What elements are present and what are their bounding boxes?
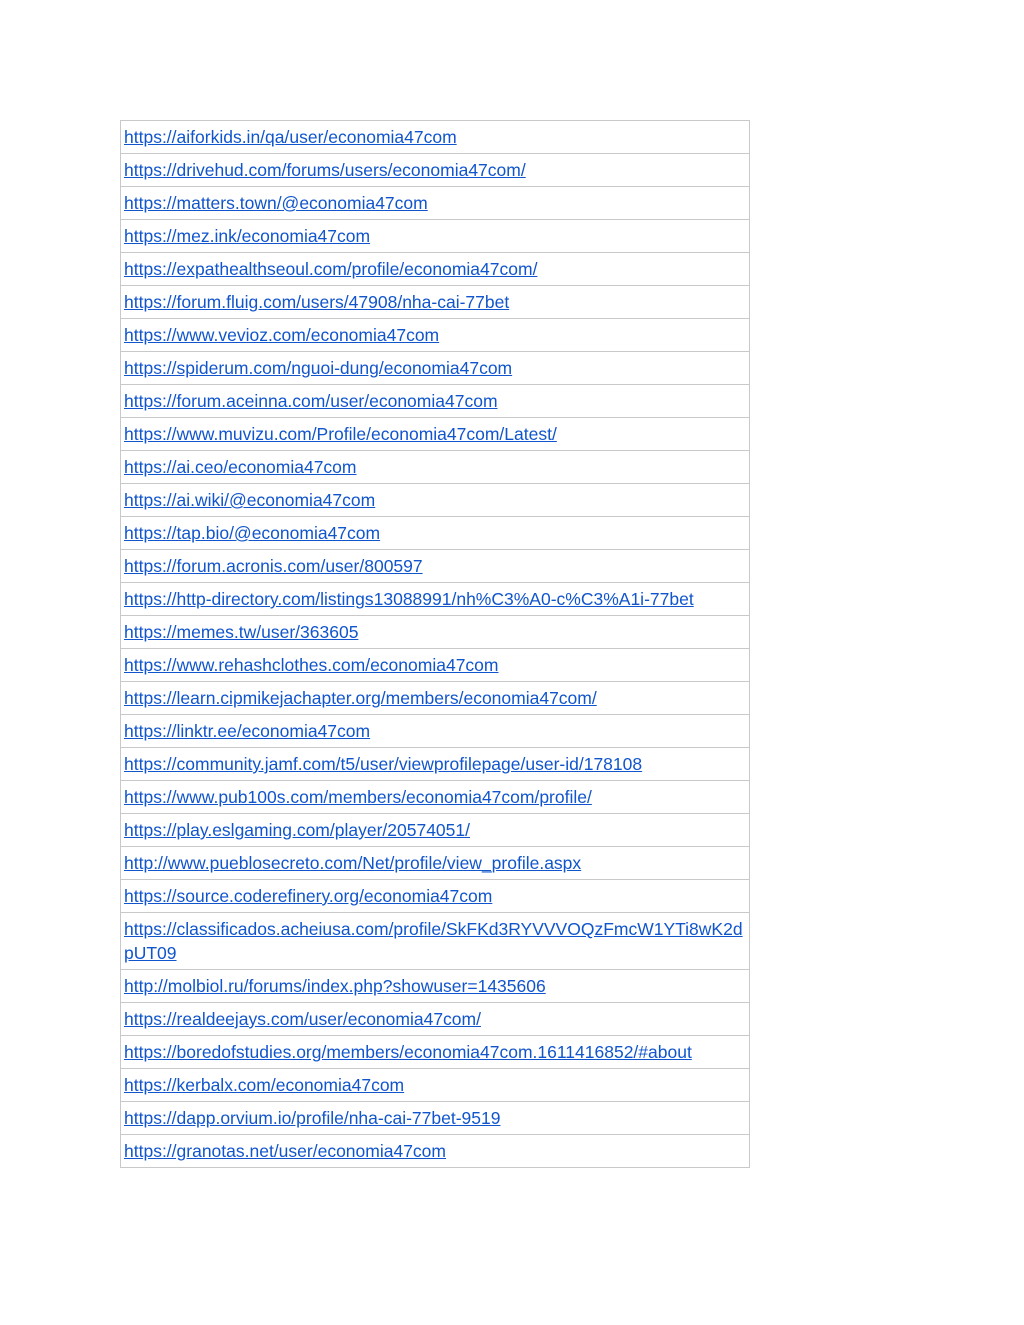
- table-cell: [121, 814, 750, 847]
- table-cell: [121, 781, 750, 814]
- table-row: [121, 187, 750, 220]
- table-row: [121, 970, 750, 1003]
- table-row: [121, 682, 750, 715]
- profile-link[interactable]: https://granotas.net/user/economia47com: [124, 1141, 446, 1161]
- table-row: [121, 1135, 750, 1168]
- profile-link[interactable]: https://forum.aceinna.com/user/economia47com: [124, 391, 498, 411]
- profile-link[interactable]: https://memes.tw/user/363605: [124, 622, 359, 642]
- table-cell: [121, 682, 750, 715]
- profile-link[interactable]: https://www.pub100s.com/members/economia47com/profile/: [124, 787, 592, 807]
- profile-link[interactable]: https://source.coderefinery.org/economia47com: [124, 886, 493, 906]
- table-row: [121, 649, 750, 682]
- table-cell: [121, 253, 750, 286]
- table-row: [121, 385, 750, 418]
- table-row: [121, 418, 750, 451]
- profile-link[interactable]: https://drivehud.com/forums/users/economia47com/: [124, 160, 526, 180]
- table-cell: [121, 286, 750, 319]
- table-row: [121, 253, 750, 286]
- profile-link[interactable]: https://matters.town/@economia47com: [124, 193, 428, 213]
- table-row: [121, 451, 750, 484]
- profile-link[interactable]: https://community.jamf.com/t5/user/viewprofilepage/user-id/178108: [124, 754, 643, 774]
- profile-link[interactable]: https://play.eslgaming.com/player/20574051/: [124, 820, 470, 840]
- table-cell: [121, 1135, 750, 1168]
- table-row: [121, 1069, 750, 1102]
- table-cell: [121, 550, 750, 583]
- profile-link[interactable]: https://learn.cipmikejachapter.org/members/economia47com/: [124, 688, 597, 708]
- table-row: [121, 286, 750, 319]
- profile-link[interactable]: https://ai.ceo/economia47com: [124, 457, 357, 477]
- table-row: [121, 715, 750, 748]
- link-table: [120, 120, 750, 1168]
- table-row: [121, 583, 750, 616]
- profile-link[interactable]: https://http-directory.com/listings13088991/nh%C3%A0-c%C3%A1i-77bet: [124, 589, 694, 609]
- table-row: [121, 880, 750, 913]
- table-cell: [121, 154, 750, 187]
- profile-link[interactable]: https://mez.ink/economia47com: [124, 226, 371, 246]
- table-row: [121, 517, 750, 550]
- profile-link[interactable]: http://www.pueblosecreto.com/Net/profile/view_profile.aspx: [124, 853, 582, 873]
- table-row: [121, 616, 750, 649]
- profile-link[interactable]: https://aiforkids.in/qa/user/economia47com: [124, 127, 457, 147]
- profile-link[interactable]: https://kerbalx.com/economia47com: [124, 1075, 405, 1095]
- table-cell: [121, 1069, 750, 1102]
- profile-link[interactable]: https://tap.bio/@economia47com: [124, 523, 381, 543]
- profile-link[interactable]: https://forum.acronis.com/user/800597: [124, 556, 423, 576]
- table-row: [121, 814, 750, 847]
- table-cell: [121, 352, 750, 385]
- profile-link[interactable]: https://spiderum.com/nguoi-dung/economia47com: [124, 358, 513, 378]
- profile-link[interactable]: https://www.vevioz.com/economia47com: [124, 325, 440, 345]
- table-cell: [121, 649, 750, 682]
- table-cell: [121, 451, 750, 484]
- table-row: [121, 1036, 750, 1069]
- table-row: [121, 781, 750, 814]
- table-cell: [121, 748, 750, 781]
- profile-link[interactable]: https://boredofstudies.org/members/economia47com.1611416852/#about: [124, 1042, 692, 1062]
- table-cell: [121, 319, 750, 352]
- table-row: [121, 121, 750, 154]
- table-row: [121, 913, 750, 970]
- table-row: [121, 1003, 750, 1036]
- profile-link[interactable]: https://www.rehashclothes.com/economia47com: [124, 655, 499, 675]
- table-row: [121, 154, 750, 187]
- table-row: [121, 352, 750, 385]
- profile-link[interactable]: https://forum.fluig.com/users/47908/nha-cai-77bet: [124, 292, 510, 312]
- table-cell: [121, 220, 750, 253]
- profile-link[interactable]: https://ai.wiki/@economia47com: [124, 490, 376, 510]
- table-cell: [121, 187, 750, 220]
- profile-link[interactable]: http://molbiol.ru/forums/index.php?showuser=1435606: [124, 976, 546, 996]
- table-cell: [121, 484, 750, 517]
- table-cell: [121, 970, 750, 1003]
- table-cell: [121, 1102, 750, 1135]
- table-cell: [121, 913, 750, 970]
- table-row: [121, 484, 750, 517]
- profile-link[interactable]: https://classificados.acheiusa.com/profile/SkFKd3RYVVVOQzFmcW1YTi8wK2dpUT09: [124, 919, 743, 963]
- profile-link[interactable]: https://realdeejays.com/user/economia47com/: [124, 1009, 481, 1029]
- table-row: [121, 1102, 750, 1135]
- table-cell: [121, 121, 750, 154]
- table-cell: [121, 583, 750, 616]
- profile-link[interactable]: https://www.muvizu.com/Profile/economia47com/Latest/: [124, 424, 557, 444]
- table-cell: [121, 385, 750, 418]
- link-table-body: [121, 121, 750, 1168]
- table-row: [121, 220, 750, 253]
- table-cell: [121, 1036, 750, 1069]
- table-cell: [121, 517, 750, 550]
- table-row: [121, 847, 750, 880]
- table-cell: [121, 880, 750, 913]
- table-cell: [121, 418, 750, 451]
- profile-link[interactable]: https://linktr.ee/economia47com: [124, 721, 371, 741]
- table-row: [121, 550, 750, 583]
- profile-link[interactable]: https://expathealthseoul.com/profile/economia47com/: [124, 259, 538, 279]
- profile-link[interactable]: https://dapp.orvium.io/profile/nha-cai-77bet-9519: [124, 1108, 501, 1128]
- table-row: [121, 748, 750, 781]
- table-row: [121, 319, 750, 352]
- table-cell: [121, 1003, 750, 1036]
- table-cell: [121, 616, 750, 649]
- table-cell: [121, 715, 750, 748]
- table-cell: [121, 847, 750, 880]
